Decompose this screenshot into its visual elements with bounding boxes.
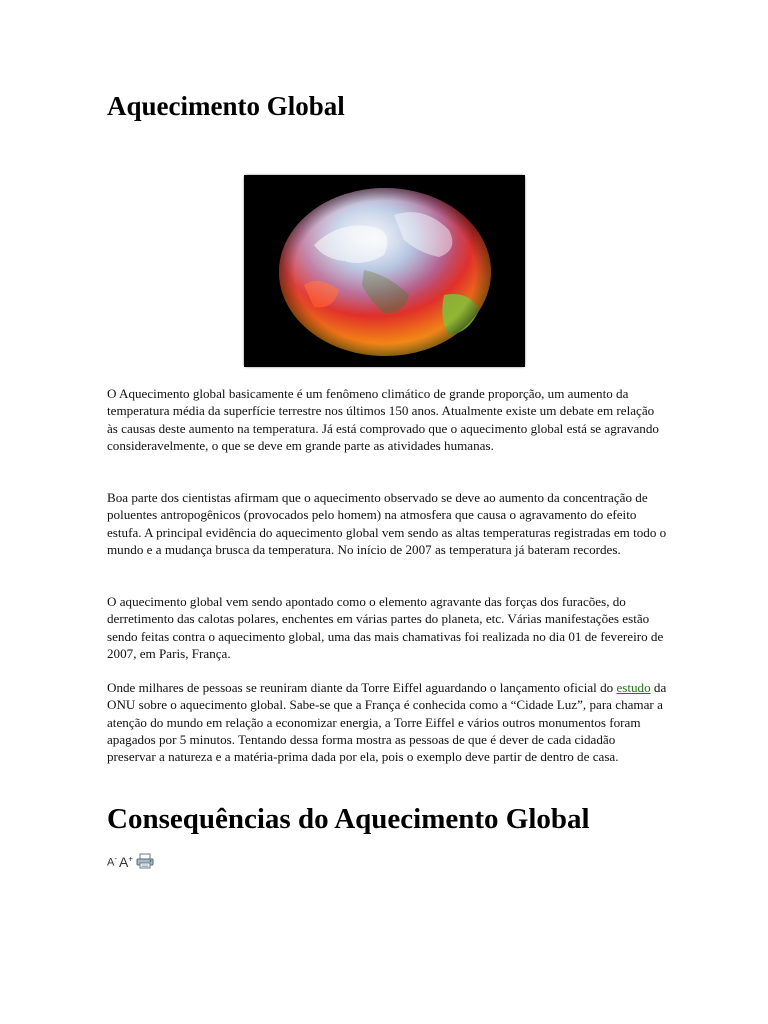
- page-title: Aquecimento Global: [107, 91, 345, 121]
- section-title: Consequências do Aquecimento Global: [107, 803, 590, 835]
- printer-icon[interactable]: [136, 853, 154, 869]
- paragraph-3: O aquecimento global vem sendo apontado como o elemento agravante das forças dos furacões, do derretimento das calotas polares, enchentes em várias partes do planeta, etc. Várias manifestações estão sendo feitas contra o aquecimento global, uma das mais chamativas foi realizada no dia 01 de fevereiro de 2007, em Paris, França.: [107, 594, 664, 661]
- font-decrease-letter: A: [107, 857, 115, 869]
- earth-heatmap-image: [244, 175, 525, 367]
- paragraph-4-text-end: da ONU sobre o aquecimento global. Sabe-se que a França é conhecida como a “Cidade Luz”, para chamar a atenção do mundo em relação a economizar energia, a Torre Eiffel e vários outros monumentos foram apagados por 5 minutos. Tentando dessa forma mostra as pessoas de que é dever de cada cidadão preservar a natureza e a matéria-prima dada por ela, pois o exemplo deve partir de dentro de casa.: [107, 680, 667, 765]
- paragraph-4: [107, 679, 667, 765]
- paragraph-4-text-start: Onde milhares de pessoas se reuniram diante da Torre Eiffel aguardando o lançamento oficial do: [107, 680, 617, 695]
- paragraph-2: Boa parte dos cientistas afirmam que o aquecimento observado se deve ao aumento da concentração de poluentes antropogênicos (provocados pelo homem) na atmosfera que causa o agravamento do efeito estufa. A principal evidência do aquecimento global vem sendo as altas temperaturas registradas em todo o mundo e a mudança brusca da temperatura. No início de 2007 as temperatura já bateram recordes.: [107, 490, 667, 557]
- plus-sign: +: [128, 854, 134, 864]
- estudo-link[interactable]: estudo: [616, 680, 651, 695]
- earth-globe-graphic: [244, 175, 525, 367]
- font-increase-button[interactable]: [119, 855, 133, 869]
- font-decrease-button[interactable]: [107, 855, 117, 869]
- paragraph-1: O Aquecimento global basicamente é um fenômeno climático de grande proporção, um aumento da temperatura média da superfície terrestre nos últimos 150 anos. Atualmente existe um debate em relação às causas deste aumento na temperatura. Já está comprovado que o aquecimento global está se agravando consideravelmente, o que se deve em grande parte as atividades humanas.: [107, 386, 659, 453]
- font-increase-letter: A: [119, 854, 129, 870]
- minus-sign: -: [114, 854, 118, 864]
- text-tools: [107, 851, 154, 869]
